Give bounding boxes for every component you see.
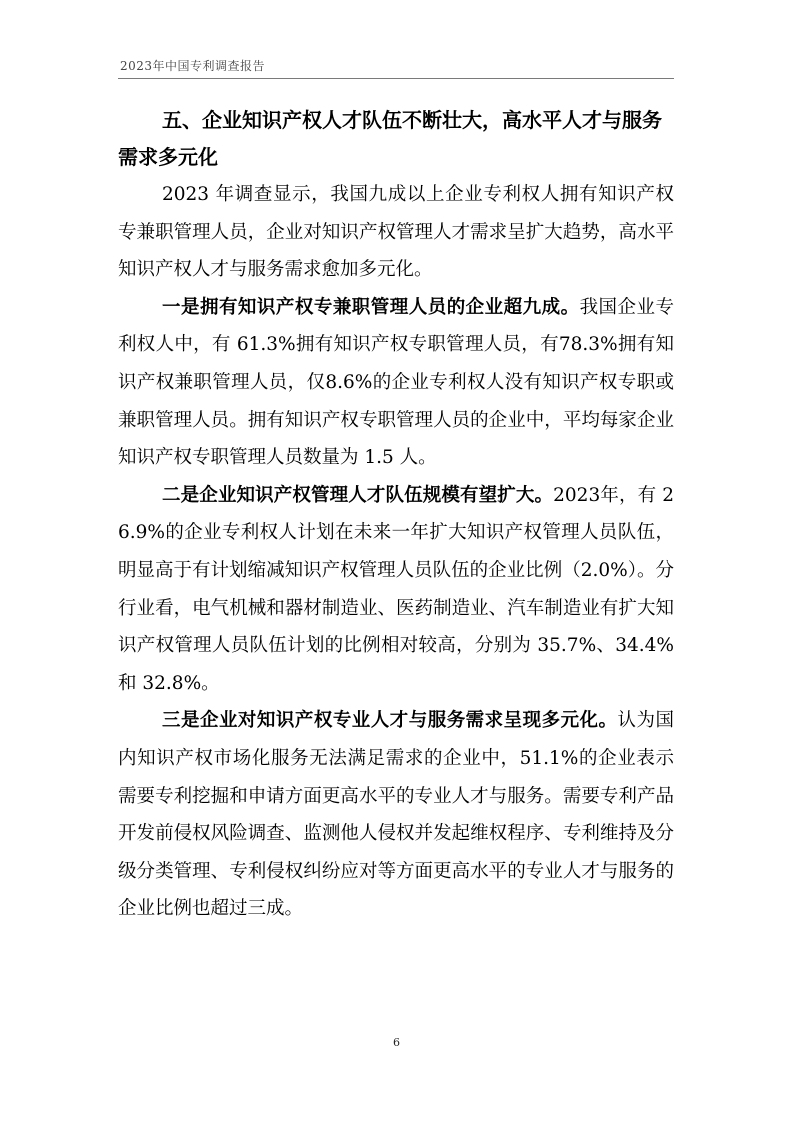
section-title	[118, 102, 674, 176]
page-number: 6	[393, 1036, 400, 1049]
body-text	[118, 176, 674, 928]
paragraph-demand	[118, 702, 674, 928]
paragraph-demand-text: 认为国内知识产权市场化服务无法满足需求的企业中，51.1%的企业表示需要专利挖掘和申请方面更高水平的专业人才与服务。需要专利产品开发前侵权风险调查、监测他人侵权并发起维权程序、专利维持及分级分类管理、专利侵权纠纷应对等方面更高水平的专业人才与服务的企业比例也超过三成。	[118, 710, 674, 920]
paragraph-staffing-text: 我国企业专利权人中，有 61.3%拥有知识产权专职管理人员，有78.3%拥有知识产权兼职管理人员，仅8.6%的企业专利权人没有知识产权专职或兼职管理人员。拥有知识产权专职管理人员的企业中，平均每家企业知识产权专职管理人员数量为 1.5 人。	[118, 296, 674, 469]
paragraph-intro-text: 2023 年调查显示，我国九成以上企业专利权人拥有知识产权专兼职管理人员，企业对知识产权管理人才需求呈扩大趋势，高水平知识产权人才与服务需求愈加多元化。	[118, 184, 674, 281]
section-title-text: 五、企业知识产权人才队伍不断壮大，高水平人才与服务需求多元化	[118, 108, 662, 169]
paragraph-expansion-text: 2023年，有 26.9%的企业专利权人计划在未来一年扩大知识产权管理人员队伍，明显高于有计划缩减知识产权管理人员队伍的企业比例（2.0%）。分行业看，电气机械和器材制造业、医药制造业、汽车制造业有扩大知识产权管理人员队伍计划的比例相对较高，分别为 35.7%、34.4%和 32.8%。	[118, 484, 674, 694]
paragraph-intro	[118, 176, 674, 289]
page-header	[118, 56, 674, 79]
paragraph-expansion	[118, 477, 674, 703]
paragraph-expansion-lead: 二是企业知识产权管理人才队伍规模有望扩大。	[162, 484, 554, 506]
paragraph-staffing-lead: 一是拥有知识产权专兼职管理人员的企业超九成。	[162, 296, 580, 318]
header-title: 2023年中国专利调查报告	[120, 59, 266, 73]
paragraph-demand-lead: 三是企业对知识产权专业人才与服务需求呈现多元化。	[162, 710, 618, 732]
paragraph-staffing	[118, 289, 674, 477]
